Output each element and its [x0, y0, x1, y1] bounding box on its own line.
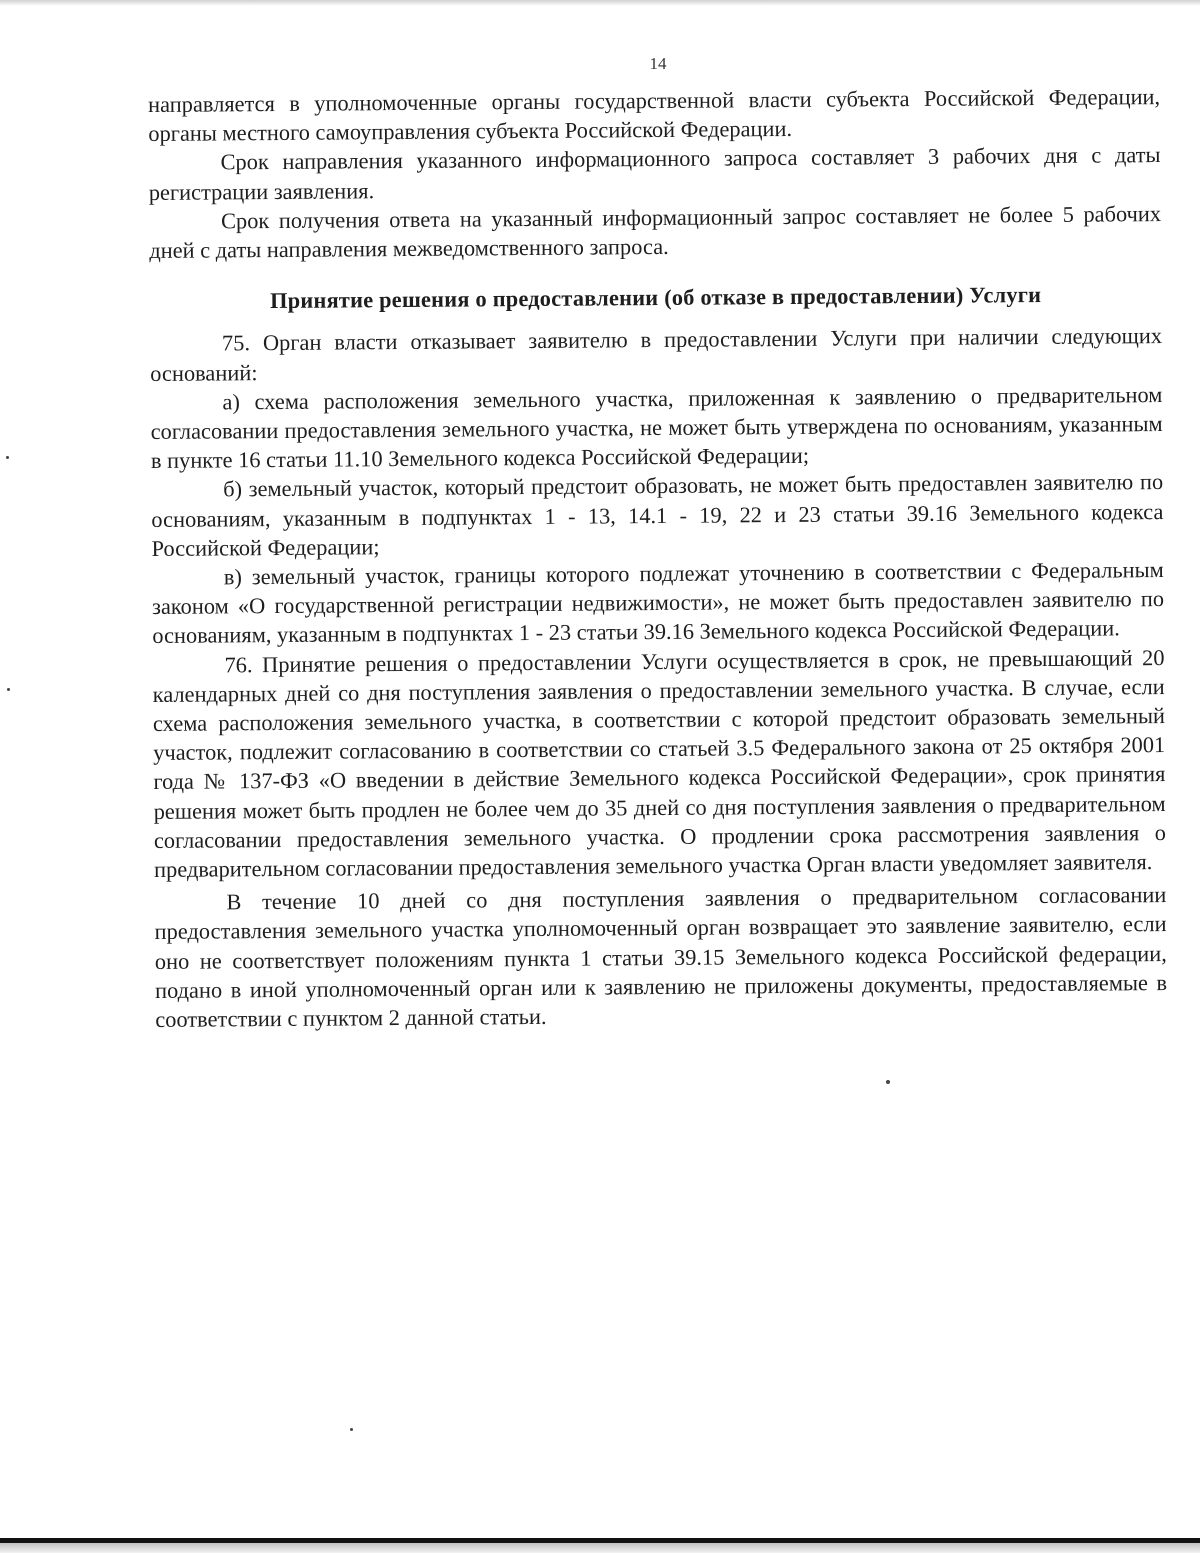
intro-paragraph: направляется в уполномоченные органы государственной власти субъекта Российской Федерации, органы местного самоуправления субъекта Российской Федерации.	[148, 84, 1161, 147]
clause-75-item-b: б) земельный участок, который предстоит образовать, не может быть предоставлен заявителю по основаниям, указанным в подпунктах 1 - 13, 14.1 - 19, 22 и 23 статьи 39.16 Земельного кодекса Российской Федерации;	[151, 469, 1164, 561]
return-application-paragraph: В течение 10 дней со дня поступления заявления о предварительном согласовании предоставления земельного участка уполномоченный орган возвращает это заявление заявителю, если оно не соответствует положениям пункта 1 статьи 39.15 Земельного кодекса Российской федерации, подано в иной уполномоченный орган или к заявлению не приложены документы, предоставляемые в соответствии с пунктом 2 данной статьи.	[154, 882, 1168, 1033]
clause-75-item-a: а) схема расположения земельного участка, приложенная к заявлению о предварительном согласовании предоставления земельного участка, не может быть утверждена по основаниям, указанным в пункте 16 статьи 11.10 Земельного кодекса Российской Федерации;	[150, 381, 1163, 474]
clause-75-item-v: в) земельный участок, границы которого подлежат уточнению в соответствии с Федеральным законом «О государственной регистрации недвижимости», не может быть предоставлен заявителю по основаниям, указанным в подпунктах 1 - 23 статьи 39.16 Земельного кодекса Российской Федерации.	[151, 557, 1165, 649]
scan-speck	[886, 1080, 890, 1084]
section-heading: Принятие решения о предоставлении (об отказе в предоставлении) Услуги	[269, 282, 1042, 314]
clause-75-paragraph: 75. Орган власти отказывает заявителю в предоставлении Услуги при наличии следующих оснований:	[150, 323, 1163, 386]
term-paragraph-request: Срок направления указанного информационного запроса составляет 3 рабочих дня с даты регистрации заявления.	[148, 142, 1161, 205]
term-paragraph-response: Срок получения ответа на указанный информационный запрос составляет не более 5 рабочих дней с даты направления межведомственного запроса.	[149, 200, 1162, 264]
scan-speck	[350, 1428, 353, 1431]
scan-bottom-shadow	[0, 1543, 1200, 1553]
page-number: 14	[649, 54, 667, 73]
scan-top-edge	[0, 0, 1200, 6]
clause-76-paragraph: 76. Принятие решения о предоставлении Услуги осуществляется в срок, не превышающий 20 календарных дней со дня поступления заявления о предоставлении земельного участка. В случае, если схема расположения земельного участка, в соответствии с которой предстоит образовать земельный участок, подлежит согласованию в соответствии со статьей 3.5 Федерального закона от 25 октября 2001 года № 137-ФЗ «О введении в действие Земельного кодекса Российской Федерации», срок принятия решения может быть продлен не более чем до 35 дней со дня поступления заявления о предварительном согласовании предоставления земельного участка. О продлении срока рассмотрения заявления о предварительном согласовании предоставления земельного участка Орган власти уведомляет заявителя.	[152, 644, 1166, 883]
scan-speck	[6, 456, 9, 459]
document-body	[148, 82, 1167, 1034]
scan-speck	[7, 688, 10, 691]
